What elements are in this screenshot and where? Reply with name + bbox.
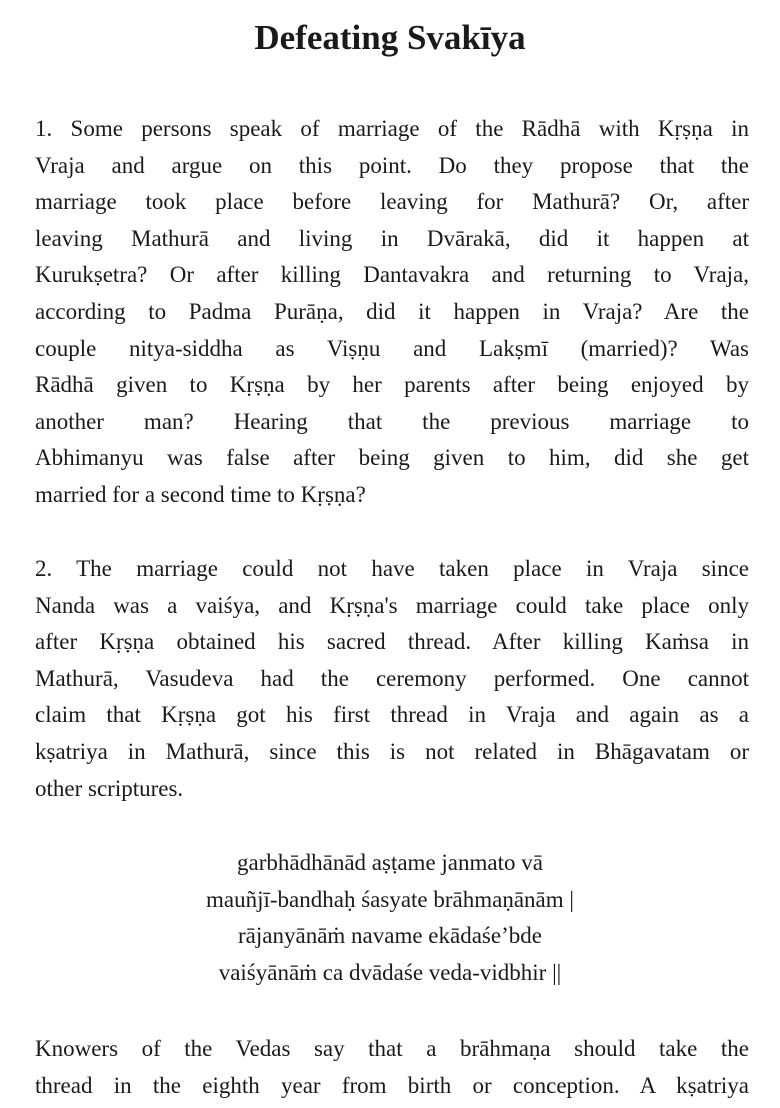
- text-line: leaving Mathurā and living in Dvārakā, did it happen at: [35, 225, 749, 251]
- paragraph-3: [35, 1031, 749, 1104]
- text-line: Abhimanyu was false after being given to him, did she get: [35, 445, 749, 471]
- text-line: 2. The marriage could not have taken place in Vraja since: [35, 556, 749, 581]
- text-line: another man? Hearing that the previous marriage to: [35, 408, 749, 434]
- verse-line: mauñjī-bandhaḥ śasyate brāhmaṇānām |: [206, 886, 574, 912]
- text-line: according to Padma Purāṇa, did it happen in Vraja? Are the: [35, 298, 749, 324]
- text-line: other scriptures.: [35, 775, 184, 801]
- text-line: married for a second time to Kṛṣṇa?: [35, 481, 366, 507]
- sanskrit-verse: [0, 845, 780, 991]
- page-title: Defeating Svakīya: [254, 18, 526, 57]
- text-line: claim that Kṛṣṇa got his first thread in Vraja and again as a: [35, 702, 749, 728]
- verse-line: garbhādhānād aṣṭame janmato vā: [237, 850, 543, 875]
- text-line: 1. Some persons speak of marriage of the Rādhā with Kṛṣṇa in: [35, 116, 749, 141]
- text-line: Kurukṣetra? Or after killing Dantavakra and returning to Vraja,: [35, 262, 749, 288]
- text-line: Knowers of the Vedas say that a brāhmaṇa should take the: [35, 1036, 749, 1061]
- text-line: thread in the eighth year from birth or conception. A kṣatriya: [35, 1072, 749, 1098]
- text-line: after Kṛṣṇa obtained his sacred thread. After killing Kaṁsa in: [35, 629, 749, 655]
- text-line: kṣatriya in Mathurā, since this is not related in Bhāgavatam or: [35, 738, 749, 764]
- paragraph-2: [35, 551, 749, 807]
- text-line: Nanda was a vaiśya, and Kṛṣṇa's marriage could take place only: [35, 592, 749, 618]
- text-line: marriage took place before leaving for Mathurā? Or, after: [35, 189, 749, 215]
- paragraph-1: [35, 111, 749, 514]
- verse-line: vaiśyānāṁ ca dvādaśe veda-vidbhir ||: [218, 959, 562, 985]
- text-line: Rādhā given to Kṛṣṇa by her parents after being enjoyed by: [35, 372, 749, 398]
- verse-line: rājanyānāṁ navame ekādaśe’bde: [238, 923, 542, 949]
- text-line: couple nitya-siddha as Viṣṇu and Lakṣmī (married)? Was: [35, 335, 749, 361]
- text-line: Mathurā, Vasudeva had the ceremony performed. One cannot: [35, 665, 749, 691]
- text-line: Vraja and argue on this point. Do they propose that the: [35, 152, 749, 178]
